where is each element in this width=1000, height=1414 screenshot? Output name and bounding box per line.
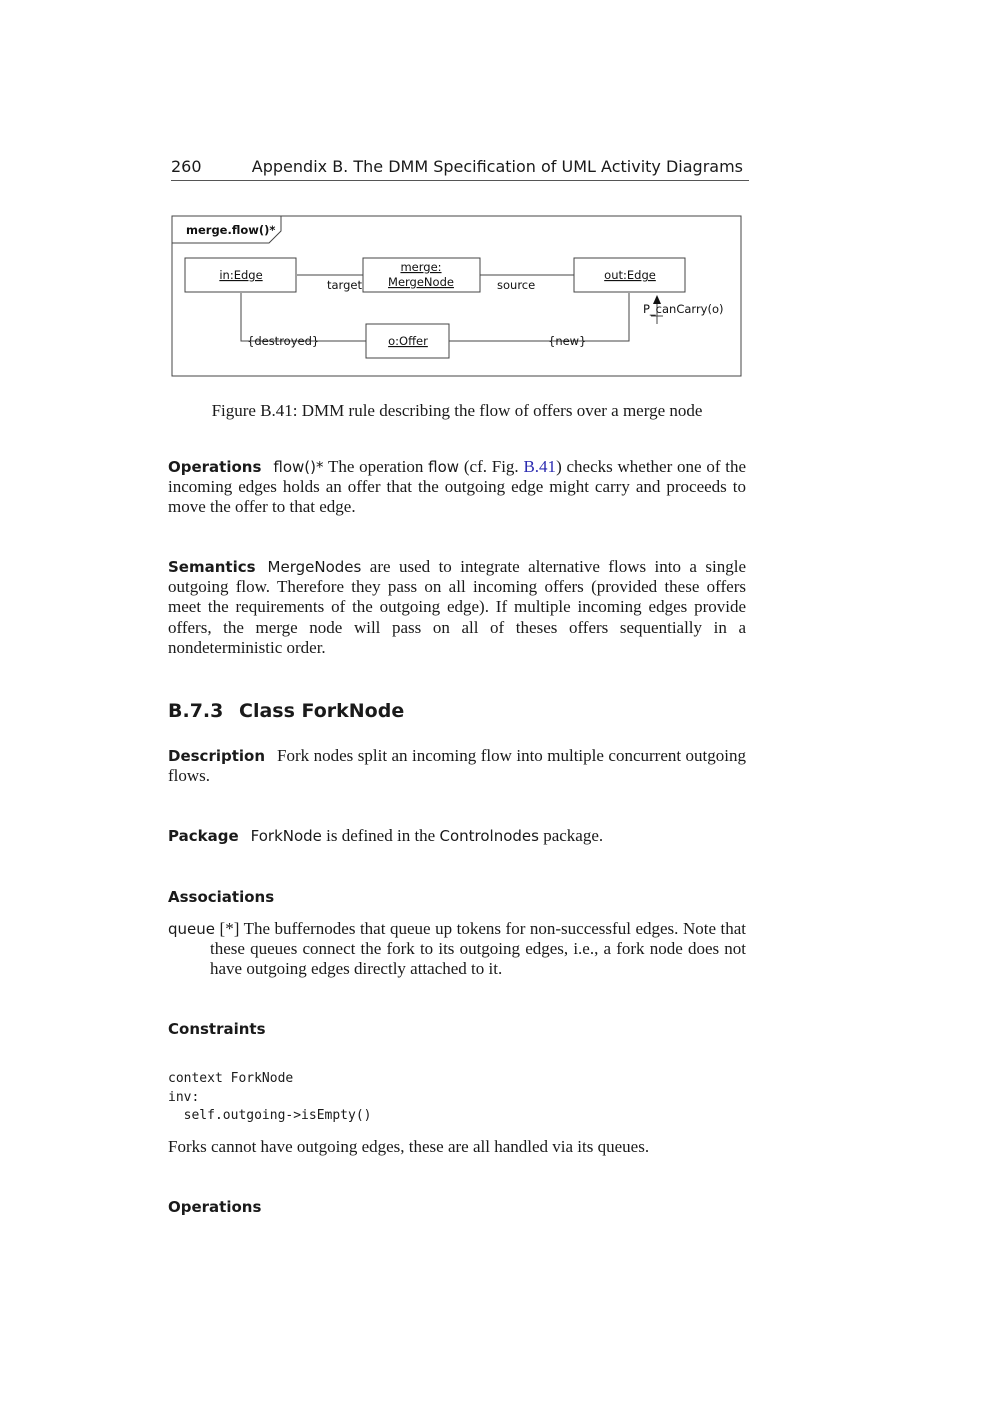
running-header bbox=[171, 156, 749, 181]
section-title: Class ForkNode bbox=[239, 700, 405, 722]
constraints-heading: Constraints bbox=[168, 1020, 266, 1038]
package-paragraph bbox=[168, 826, 746, 846]
operations-text-2: (cf. Fig. bbox=[463, 457, 519, 476]
description-text: Fork nodes split an incoming flow into multiple concurrent outgoing flows. bbox=[168, 746, 746, 786]
package-text-1: is defined in the bbox=[326, 826, 436, 845]
running-title: Appendix B. The DMM Specification of UML Activity Diagrams bbox=[251, 157, 743, 176]
semantics-term: MergeNodes bbox=[267, 558, 362, 576]
semantics-heading: Semantics bbox=[168, 558, 256, 576]
semantics-text: are used to integrate alternative flows into a single outgoing flow. Therefore they pass on all incoming offers (provided these offers meet the requirements of the outgoing edge). If multiple incoming edges provide offers, the merge node will pass on all of theses offers sequentially in a nondeterministic order. bbox=[168, 557, 746, 657]
description-paragraph bbox=[168, 746, 746, 786]
association-multiplicity: [*] bbox=[219, 919, 240, 938]
operations-2-heading: Operations bbox=[168, 1198, 262, 1216]
diagram-frame bbox=[172, 216, 741, 376]
semantics-paragraph bbox=[168, 557, 746, 658]
description-heading: Description bbox=[168, 747, 266, 765]
label-destroyed: {destroyed} bbox=[247, 334, 320, 348]
ocl-code-block: context ForkNode inv: self.outgoing->isEmpty() bbox=[168, 1071, 372, 1123]
operations-text-3: ) checks whether one of the incoming edges holds an offer that the outgoing edge might carry and proceeds to move the offer to that edge. bbox=[168, 457, 747, 517]
dmm-rule-diagram bbox=[171, 215, 743, 377]
section-number: B.7.3 bbox=[168, 700, 224, 722]
node-out-edge-label: out:Edge bbox=[604, 268, 656, 282]
node-in-edge-label: in:Edge bbox=[219, 268, 263, 282]
section-heading bbox=[168, 700, 404, 722]
associations-heading: Associations bbox=[168, 888, 275, 906]
constraints-text: Forks cannot have outgoing edges, these are all handled via its queues. bbox=[168, 1137, 650, 1156]
package-term-2: Controlnodes bbox=[439, 827, 539, 845]
label-source: source bbox=[497, 278, 536, 292]
package-term: ForkNode bbox=[250, 827, 322, 845]
package-text-2: package. bbox=[543, 826, 604, 845]
figure-reference-link[interactable]: B.41 bbox=[523, 457, 557, 476]
figure-caption: Figure B.41: DMM rule describing the flow of offers over a merge node bbox=[211, 401, 703, 420]
operations-term-2: flow bbox=[428, 458, 460, 476]
page-number: 260 bbox=[171, 157, 202, 176]
link-offer-out bbox=[449, 293, 629, 341]
label-target: target bbox=[327, 278, 362, 292]
label-constraint: P_canCarry(o) bbox=[643, 302, 724, 316]
node-merge-label-2: MergeNode bbox=[388, 275, 454, 289]
package-heading: Package bbox=[168, 827, 239, 845]
operations-paragraph bbox=[168, 457, 746, 518]
association-text: The buffernodes that queue up tokens for non-successful edges. Note that these queues connect the fork to its outgoing edges, i.e., a fork node does not have outgoing edges directly attached to it. bbox=[210, 919, 747, 979]
operations-text-1: The operation bbox=[327, 457, 424, 476]
frame-label: merge.flow()* bbox=[186, 223, 276, 237]
association-item-queue bbox=[168, 919, 746, 980]
label-new: {new} bbox=[548, 334, 587, 348]
operations-term: flow()* bbox=[273, 458, 324, 476]
association-term: queue bbox=[168, 920, 215, 938]
node-merge-label-1: merge: bbox=[400, 260, 442, 274]
operations-heading: Operations bbox=[168, 458, 262, 476]
node-offer-label: o:Offer bbox=[388, 334, 428, 348]
